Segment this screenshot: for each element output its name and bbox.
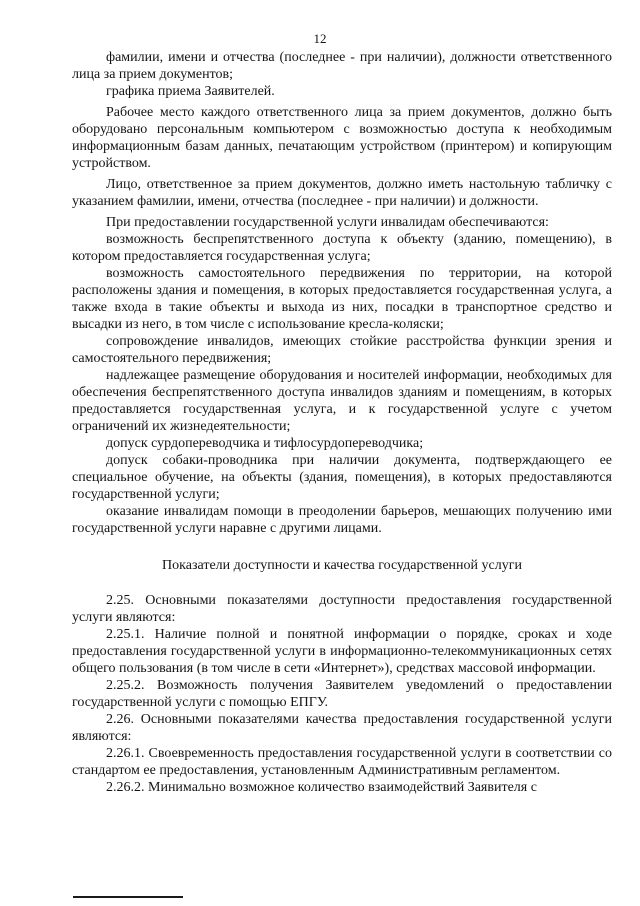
paragraph: 2.25.2. Возможность получения Заявителем уведомлений о предоставлении государственной услуги с помощью ЕПГУ. [72,678,612,710]
paragraph: допуск сурдопереводчика и тифлосурдопереводчика; [106,436,424,451]
paragraph: Рабочее место каждого ответственного лица за прием документов, должно быть оборудовано персональным компьютером с возможностью доступа к необходимым информационным базам данных, печатающим устройством (принтером) и копирующим устройством. [72,105,612,171]
paragraph: 2.26. Основными показателями качества предоставления государственной услуги являются: [72,712,612,744]
paragraph: сопровождение инвалидов, имеющих стойкие расстройства функции зрения и самостоятельного передвижения; [72,334,612,366]
paragraph: графика приема Заявителей. [106,84,275,99]
footer-rule [73,896,183,898]
paragraph: допуск собаки-проводника при наличии документа, подтверждающего ее специальное обучение, на объекты (здания, помещения), в которых предоставляются государственной услуги; [72,453,612,502]
paragraph: фамилии, имени и отчества (последнее - при наличии), должности ответственного лица за прием документов; [72,50,612,82]
page-content [72,49,612,796]
paragraph: 2.26.2. Минимально возможное количество взаимодействий Заявителя с [106,780,537,795]
paragraph: оказание инвалидам помощи в преодолении барьеров, мешающих получению ими государственной услуги наравне с другими лицами. [72,504,612,536]
paragraph: возможность беспрепятственного доступа к объекту (зданию, помещению), в котором предоставляется государственная услуга; [72,232,612,264]
paragraph: При предоставлении государственной услуги инвалидам обеспечиваются: [106,215,549,230]
paragraph: 2.26.1. Своевременность предоставления государственной услуги в соответствии со стандартом ее предоставления, установленным Административным регламентом. [72,746,612,778]
paragraph: Лицо, ответственное за прием документов, должно иметь настольную табличку с указанием фамилии, имени, отчества (последнее - при наличии) и должности. [72,177,612,209]
section-heading: Показатели доступности и качества государственной услуги [162,558,522,573]
paragraph: возможность самостоятельного передвижения по территории, на которой расположены здания и помещения, в которых предоставляется государственная услуга, а также входа в такие объекты и выхода из них, посадки в транспортное средство и высадки из него, в том числе с использование кресла-коляски; [72,266,612,332]
paragraph: 2.25. Основными показателями доступности предоставления государственной услуги являются: [72,593,612,625]
paragraph: надлежащее размещение оборудования и носителей информации, необходимых для обеспечения беспрепятственного доступа инвалидов зданиям и помещениям, в которых предоставляется государственная услуга, и к государственной услуге с учетом ограничений их жизнедеятельности; [72,368,612,434]
page-number: 12 [313,31,327,46]
paragraph: 2.25.1. Наличие полной и понятной информации о порядке, сроках и ходе предоставления государственной услуги в информационно-телекоммуникационных сетях общего пользования (в том числе в сети «Интернет»), средствах массовой информации. [72,627,612,676]
